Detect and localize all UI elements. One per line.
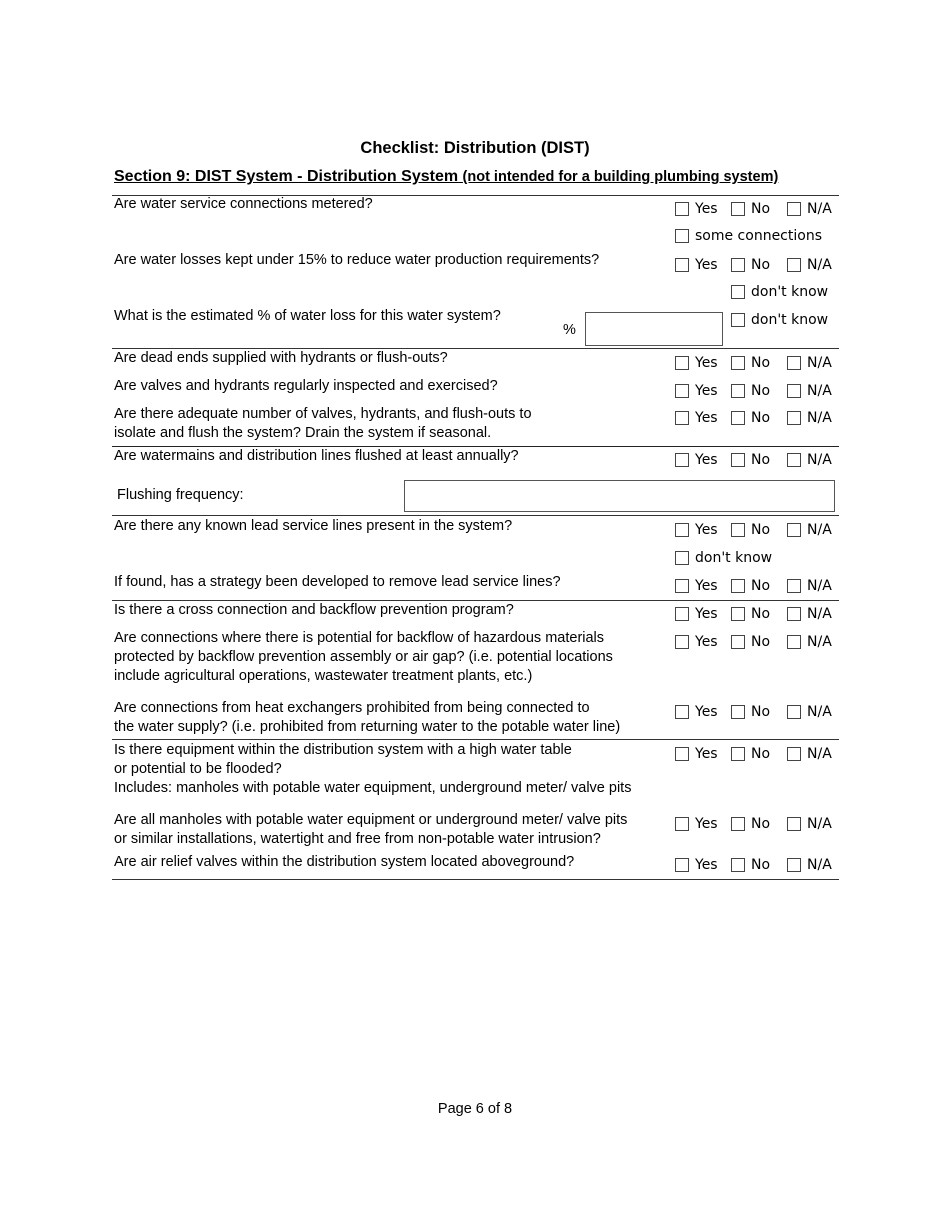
checkbox-icon <box>675 858 689 872</box>
checkbox-option[interactable]: No <box>731 257 770 273</box>
question-text: Are air relief valves within the distribution system located aboveground? <box>114 854 575 870</box>
question-text: Are dead ends supplied with hydrants or flush-outs? <box>114 350 448 366</box>
divider <box>112 515 839 516</box>
page-title: Checklist: Distribution (DIST) <box>360 139 590 157</box>
checkbox-option[interactable]: N/A <box>787 355 832 371</box>
checkbox-icon <box>787 523 801 537</box>
checkbox-icon <box>731 579 745 593</box>
question-text: If found, has a strategy been developed to remove lead service lines? <box>114 574 561 590</box>
checkbox-icon <box>731 635 745 649</box>
checkbox-option[interactable]: N/A <box>787 410 832 426</box>
checkbox-option[interactable]: Yes <box>675 201 718 217</box>
checkbox-icon <box>731 858 745 872</box>
checkbox-icon <box>731 607 745 621</box>
checkbox-option[interactable]: don't know <box>731 284 828 300</box>
checkbox-option[interactable]: Yes <box>675 410 718 426</box>
checkbox-option[interactable]: Yes <box>675 452 718 468</box>
checkbox-icon <box>675 635 689 649</box>
checkbox-option[interactable]: Yes <box>675 257 718 273</box>
checkbox-option[interactable]: Yes <box>675 857 718 873</box>
checkbox-option[interactable]: Yes <box>675 355 718 371</box>
checkbox-icon <box>731 356 745 370</box>
checkbox-option[interactable]: N/A <box>787 257 832 273</box>
question-text: Are there adequate number of valves, hydrants, and flush-outs to <box>114 406 532 422</box>
checkbox-icon <box>787 607 801 621</box>
checkbox-icon <box>675 523 689 537</box>
checkbox-icon <box>787 384 801 398</box>
divider <box>112 739 839 740</box>
question-text: Are valves and hydrants regularly inspected and exercised? <box>114 378 498 394</box>
question-text: include agricultural operations, wastewater treatment plants, etc.) <box>114 668 533 684</box>
checkbox-option[interactable]: Yes <box>675 816 718 832</box>
checkbox-option[interactable]: No <box>731 704 770 720</box>
question-text: Are water service connections metered? <box>114 196 373 212</box>
checkbox-option[interactable]: No <box>731 578 770 594</box>
checkbox-icon <box>787 858 801 872</box>
checkbox-option[interactable]: N/A <box>787 634 832 650</box>
checkbox-icon <box>731 411 745 425</box>
checkbox-option[interactable]: Yes <box>675 383 718 399</box>
checkbox-icon <box>675 579 689 593</box>
checkbox-option[interactable]: No <box>731 857 770 873</box>
question-text: Are watermains and distribution lines flushed at least annually? <box>114 448 519 464</box>
section-heading-note: (not intended for a building plumbing system) <box>462 169 779 185</box>
checkbox-option[interactable]: No <box>731 383 770 399</box>
checkbox-icon <box>675 202 689 216</box>
checkbox-option[interactable]: Yes <box>675 578 718 594</box>
flushing-frequency-label: Flushing frequency: <box>117 487 244 503</box>
checkbox-icon <box>675 229 689 243</box>
question-text: What is the estimated % of water loss for this water system? <box>114 308 501 324</box>
question-text: isolate and flush the system? Drain the system if seasonal. <box>114 425 492 441</box>
checkbox-option[interactable]: some connections <box>675 228 822 244</box>
checkbox-option[interactable]: No <box>731 634 770 650</box>
checkbox-option[interactable]: No <box>731 355 770 371</box>
checkbox-icon <box>675 607 689 621</box>
question-text: Are all manholes with potable water equipment or underground meter/ valve pits <box>114 812 628 828</box>
checkbox-icon <box>731 258 745 272</box>
checkbox-icon <box>787 258 801 272</box>
question-text: Are connections from heat exchangers prohibited from being connected to <box>114 700 590 716</box>
checkbox-option[interactable]: N/A <box>787 522 832 538</box>
question-text: or similar installations, watertight and free from non-potable water intrusion? <box>114 831 601 847</box>
checkbox-option[interactable]: N/A <box>787 452 832 468</box>
percent-symbol: % <box>563 322 576 338</box>
water-loss-input[interactable] <box>585 312 723 346</box>
question-text: Are there any known lead service lines present in the system? <box>114 518 513 534</box>
checkbox-option[interactable]: No <box>731 201 770 217</box>
checkbox-icon <box>787 356 801 370</box>
checkbox-icon <box>787 747 801 761</box>
checkbox-icon <box>787 705 801 719</box>
question-text: Are water losses kept under 15% to reduce water production requirements? <box>114 252 600 268</box>
checkbox-option[interactable]: Yes <box>675 634 718 650</box>
question-text: protected by backflow prevention assembly or air gap? (i.e. potential locations <box>114 649 613 665</box>
checkbox-icon <box>787 453 801 467</box>
checkbox-option[interactable]: Yes <box>675 522 718 538</box>
checkbox-icon <box>787 202 801 216</box>
checkbox-icon <box>675 453 689 467</box>
question-text: Is there equipment within the distribution system with a high water table <box>114 742 572 758</box>
flushing-frequency-input[interactable] <box>404 480 835 512</box>
checkbox-option[interactable]: N/A <box>787 857 832 873</box>
checkbox-icon <box>675 817 689 831</box>
checkbox-icon <box>787 635 801 649</box>
section-heading <box>114 168 778 186</box>
question-text: the water supply? (i.e. prohibited from returning water to the potable water line) <box>114 719 621 735</box>
checkbox-icon <box>731 453 745 467</box>
checkbox-icon <box>731 202 745 216</box>
checkbox-option[interactable]: No <box>731 816 770 832</box>
checkbox-icon <box>731 747 745 761</box>
checkbox-option[interactable]: Yes <box>675 606 718 622</box>
checkbox-option[interactable]: No <box>731 452 770 468</box>
checkbox-option[interactable]: don't know <box>675 550 772 566</box>
checkbox-option[interactable]: No <box>731 410 770 426</box>
checkbox-option[interactable]: N/A <box>787 606 832 622</box>
checkbox-icon <box>731 285 745 299</box>
checkbox-icon <box>731 313 745 327</box>
checkbox-option[interactable]: N/A <box>787 578 832 594</box>
question-text: Is there a cross connection and backflow prevention program? <box>114 602 514 618</box>
question-text: Are connections where there is potential for backflow of hazardous materials <box>114 630 605 646</box>
checkbox-icon <box>675 551 689 565</box>
checkbox-option[interactable]: N/A <box>787 746 832 762</box>
checkbox-option[interactable]: No <box>731 606 770 622</box>
checkbox-option[interactable]: No <box>731 746 770 762</box>
question-text: Includes: manholes with potable water equipment, underground meter/ valve pits <box>114 780 632 796</box>
checkbox-option[interactable]: Yes <box>675 704 718 720</box>
checkbox-icon <box>675 384 689 398</box>
checkbox-option[interactable]: Yes <box>675 746 718 762</box>
checkbox-icon <box>787 411 801 425</box>
section-heading-text: Section 9: DIST System - Distribution System <box>114 168 459 185</box>
question-text: or potential to be flooded? <box>114 761 282 777</box>
checkbox-icon <box>675 411 689 425</box>
checkbox-icon <box>731 523 745 537</box>
checkbox-icon <box>787 579 801 593</box>
checkbox-icon <box>675 356 689 370</box>
checkbox-option[interactable]: N/A <box>787 201 832 217</box>
divider <box>112 879 839 880</box>
checkbox-icon <box>675 258 689 272</box>
checkbox-icon <box>675 747 689 761</box>
checkbox-icon <box>787 817 801 831</box>
checkbox-option[interactable]: N/A <box>787 816 832 832</box>
checkbox-option[interactable]: N/A <box>787 383 832 399</box>
checkbox-option[interactable]: don't know <box>731 312 828 328</box>
checkbox-icon <box>731 384 745 398</box>
checkbox-icon <box>731 705 745 719</box>
checkbox-option[interactable]: No <box>731 522 770 538</box>
checkbox-icon <box>731 817 745 831</box>
page-number: Page 6 of 8 <box>437 1101 513 1117</box>
checkbox-icon <box>675 705 689 719</box>
checkbox-option[interactable]: N/A <box>787 704 832 720</box>
